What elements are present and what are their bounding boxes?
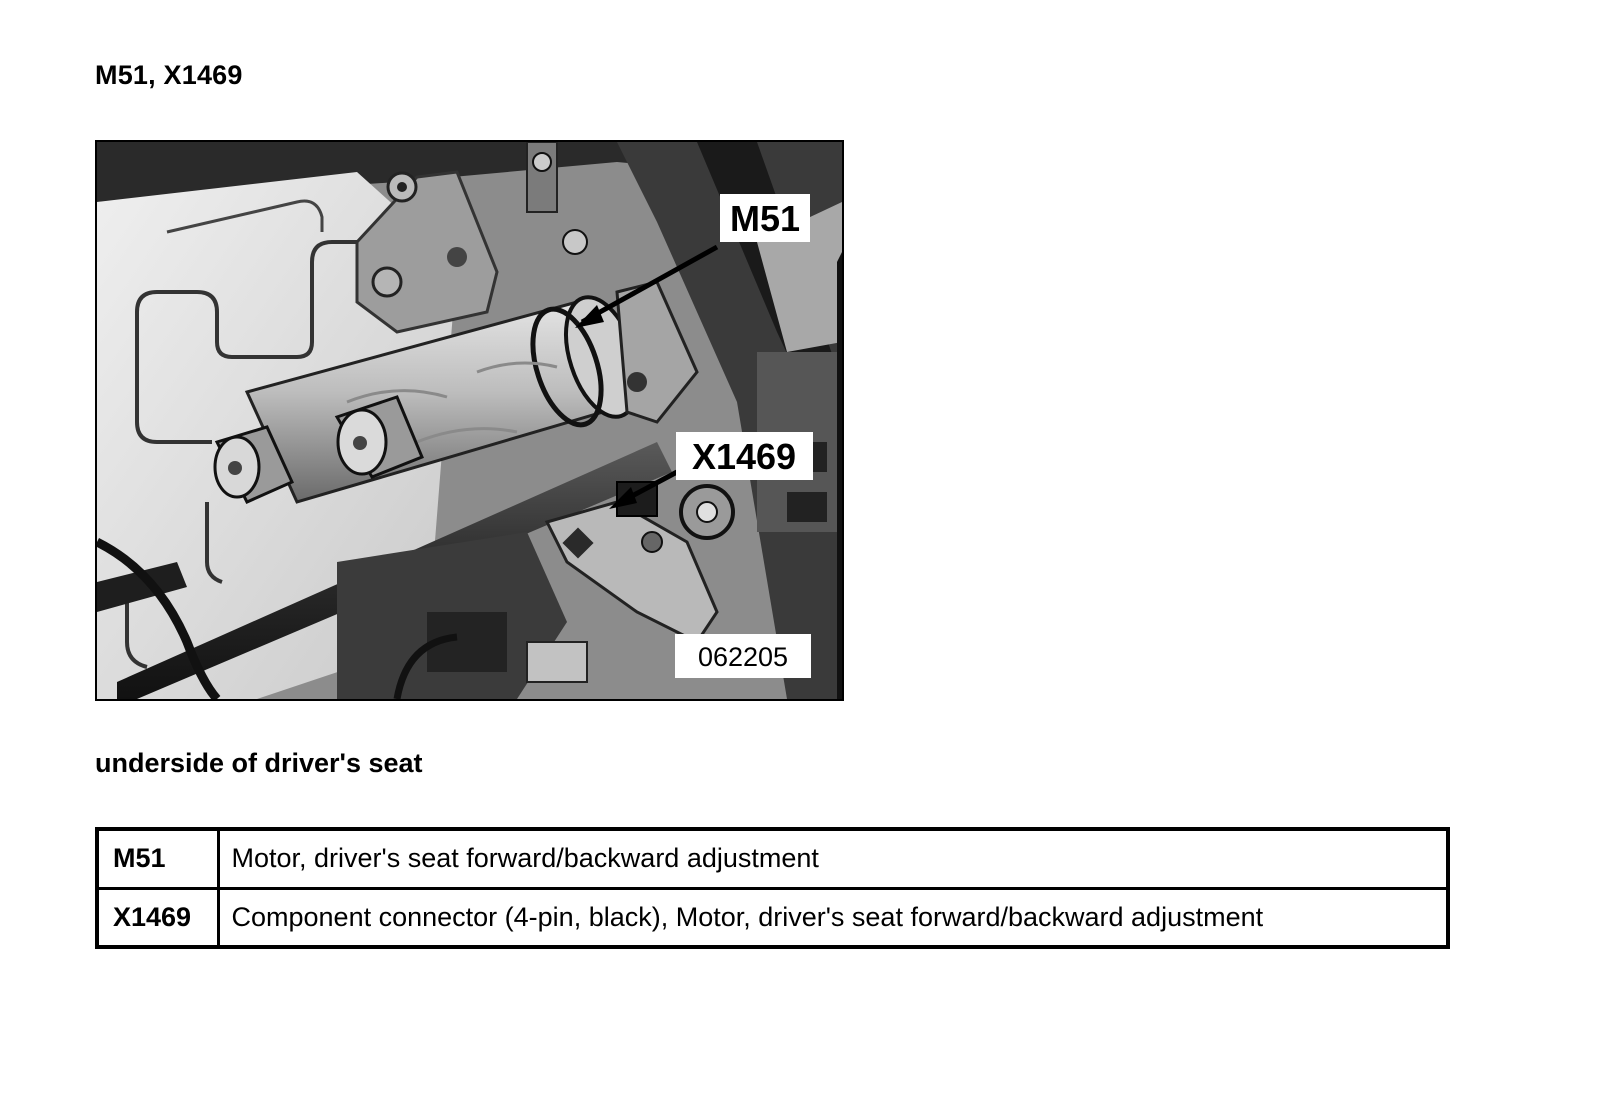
table-row <box>97 888 1448 947</box>
figure-number: 062205 <box>697 642 789 672</box>
photo-illustration <box>97 142 842 699</box>
page-title: M51, X1469 <box>95 60 243 90</box>
callout-x1469: X1469 <box>691 436 797 477</box>
component-legend-table <box>95 827 1450 949</box>
component-description: Motor, driver's seat forward/backward adjustment <box>218 829 1448 888</box>
seat-underside-photo <box>95 140 844 701</box>
component-description: Component connector (4-pin, black), Motor, driver's seat forward/backward adjustment <box>218 888 1448 947</box>
component-code: X1469 <box>97 888 218 947</box>
component-code: M51 <box>97 829 218 888</box>
table-row <box>97 829 1448 888</box>
callout-m51: M51 <box>729 198 801 239</box>
photo-caption: underside of driver's seat <box>95 748 423 778</box>
